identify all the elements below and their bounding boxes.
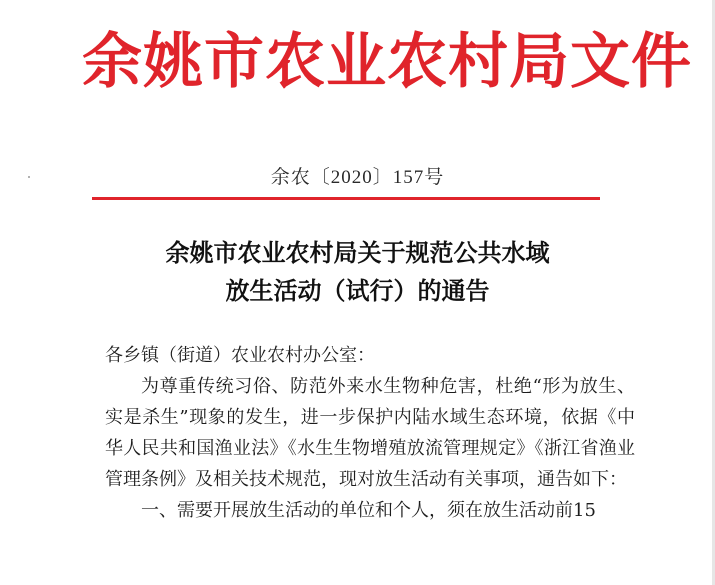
document-title bbox=[0, 234, 715, 310]
document-title-line-1: 余姚市农业农村局关于规范公共水域 bbox=[165, 238, 550, 267]
body-paragraph-item-1: 一、需要开展放生活动的单位和个人，须在放生活动前15 bbox=[141, 500, 596, 521]
agency-header: 余姚市农业农村局文件 bbox=[82, 27, 692, 97]
document-title-line-2: 放生活动（试行）的通告 bbox=[225, 276, 490, 305]
salutation: 各乡镇（街道）农业农村办公室： bbox=[105, 345, 375, 366]
document-body bbox=[105, 340, 635, 526]
red-divider-line bbox=[92, 197, 600, 200]
body-paragraph-intro: 为尊重传统习俗、防范外来水生物种危害，杜绝“形为放生、实是杀生”现象的发生，进一步保护内陆水域生态环境，依据《中华人民共和国渔业法》《水生生物增殖放流管理规定》《浙江省渔业管理条例》及相关技术规范，现对放生活动有关事项，通告如下： bbox=[105, 376, 635, 490]
document-number: 余农〔2020〕157号 bbox=[270, 167, 445, 188]
